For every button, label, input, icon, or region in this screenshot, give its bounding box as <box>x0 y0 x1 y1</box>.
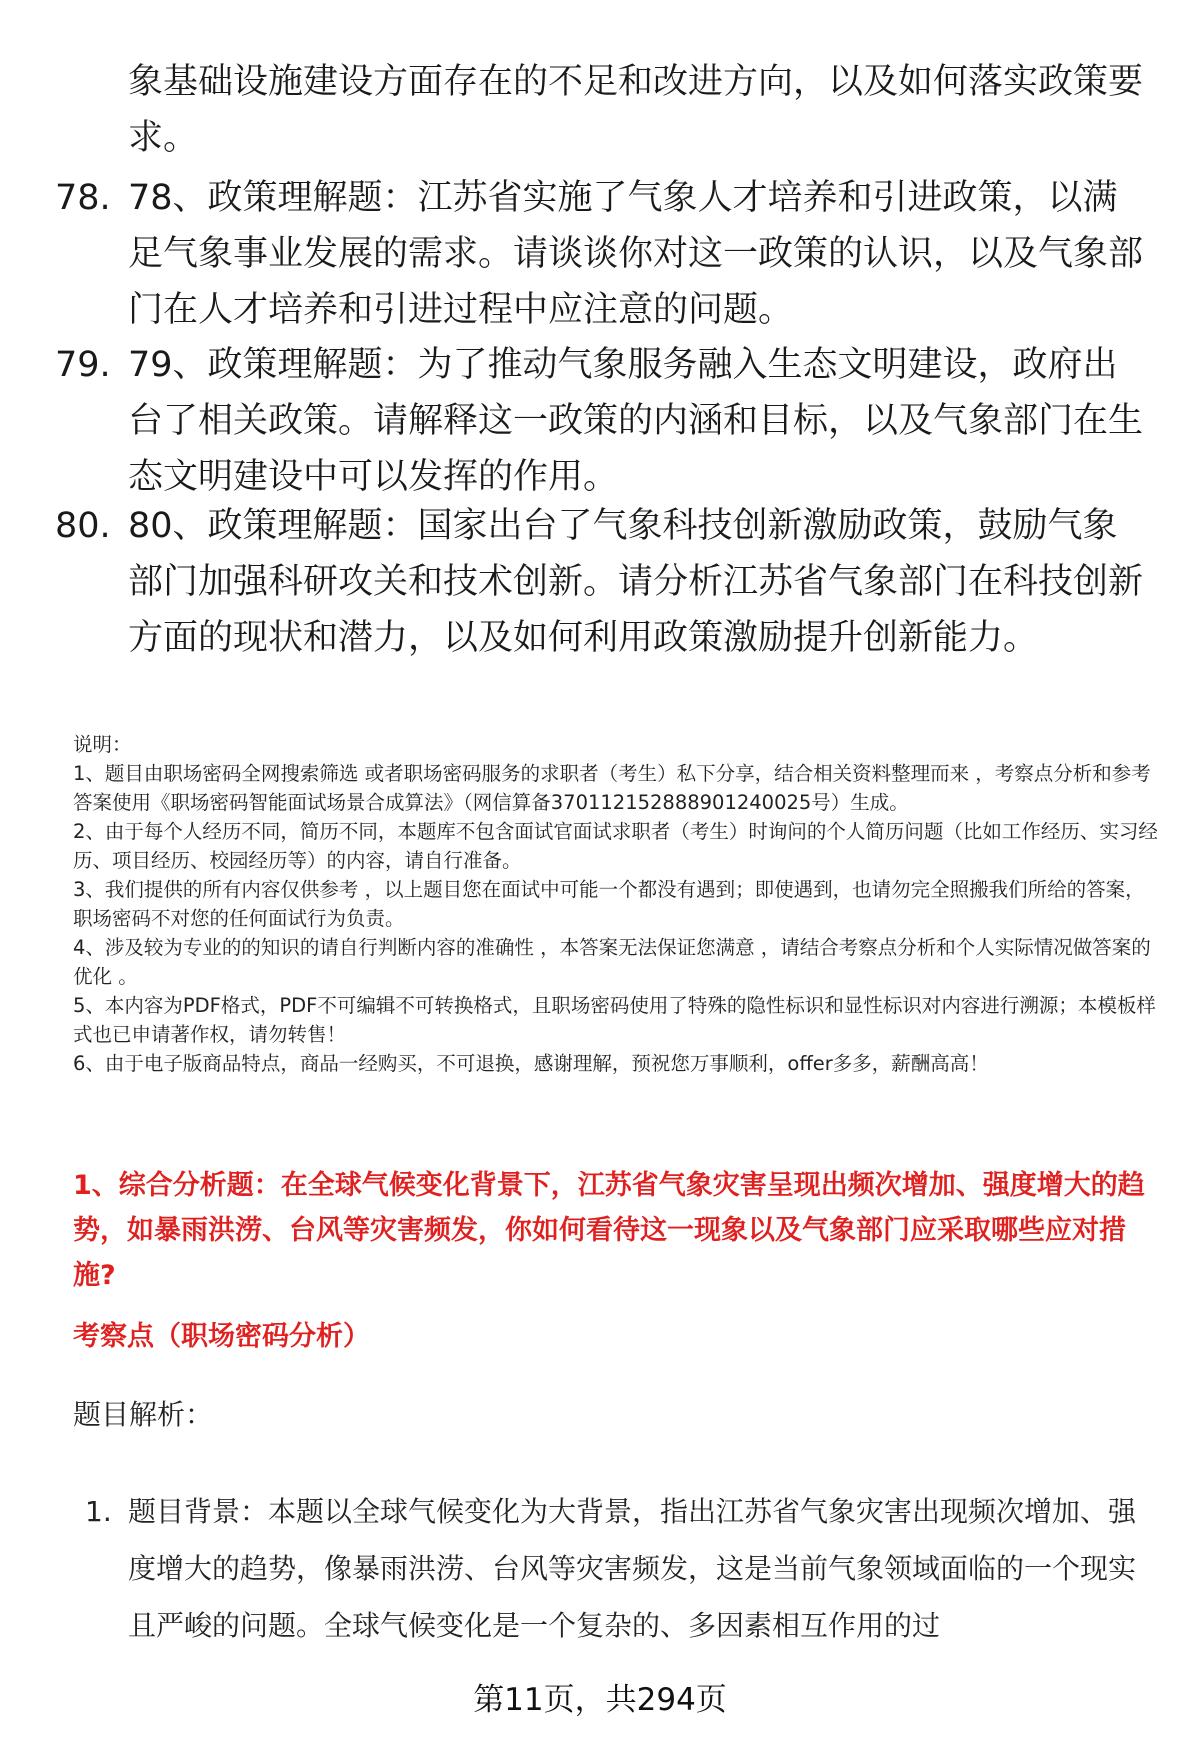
analysis-heading: 考察点（职场密码分析） <box>73 1321 370 1352</box>
note-item: 3、我们提供的所有内容仅供参考 ，以上题目您在面试中可能一个都没有遇到；即使遇到，也请勿完全照搬我们所给的答案，职场密码不对您的任何面试行为负责。 <box>73 878 1145 930</box>
notes-title: 说明： <box>73 733 132 756</box>
analysis-subheading: 题目解析： <box>73 1398 214 1431</box>
note-item: 5、本内容为PDF格式，PDF不可编辑不可转换格式，且职场密码使用了特殊的隐性标识和显性标识对内容进行溯源；本模板样式也已申请著作权，请勿转售！ <box>73 994 1156 1046</box>
question-number: 78. <box>55 178 111 218</box>
question-text: 78、政策理解题：江苏省实施了气象人才培养和引进政策，以满足气象事业发展的需求。请谈谈你对这一政策的认识，以及气象部门在人才培养和引进过程中应注意的问题。 <box>128 178 1144 330</box>
notes-section <box>73 730 1163 1078</box>
list-item-number: 1. <box>85 1495 112 1528</box>
note-item: 4、涉及较为专业的的知识的请自行判断内容的准确性 ，本答案无法保证您满意 ，请结合考察点分析和个人实际情况做答案的优化 。 <box>73 936 1151 988</box>
note-item: 2、由于每个人经历不同，简历不同，本题库不包含面试官面试求职者（考生）时询问的个人简历问题（比如工作经历、实习经历、项目经历、校园经历等）的内容，请自行准备。 <box>73 820 1158 872</box>
question-78 <box>55 170 1155 338</box>
question-80 <box>55 498 1155 666</box>
note-item: 6、由于电子版商品特点，商品一经购买，不可退换，感谢理解，预祝您万事顺利，offer多多，薪酬高高！ <box>73 1052 989 1075</box>
question-number: 79. <box>55 345 111 385</box>
list-item-text: 题目背景：本题以全球气候变化为大背景，指出江苏省气象灾害出现频次增加、强度增大的趋势，像暴雨洪涝、台风等灾害频发，这是当前气象领域面临的一个现实且严峻的问题。全球气候变化是一个复杂的、多因素相互作用的过 <box>128 1495 1137 1642</box>
list-item <box>85 1483 1165 1654</box>
continuation-text: 象基础设施建设方面存在的不足和改进方向，以及如何落实政策要求。 <box>128 62 1144 158</box>
question-number: 80. <box>55 506 111 546</box>
question-text: 79、政策理解题：为了推动气象服务融入生态文明建设，政府出台了相关政策。请解释这一政策的内涵和目标，以及气象部门在生态文明建设中可以发挥的作用。 <box>128 345 1144 497</box>
note-item: 1、题目由职场密码全网搜索筛选 或者职场密码服务的求职者（考生）私下分享，结合相关资料整理而来 ，考察点分析和参考答案使用《职场密码智能面试场景合成算法》（网信算备370112152888901240025号）生成。 <box>73 762 1151 814</box>
question-text: 80、政策理解题：国家出台了气象科技创新激励政策，鼓励气象部门加强科研攻关和技术创新。请分析江苏省气象部门在科技创新方面的现状和潜力，以及如何利用政策激励提升创新能力。 <box>128 506 1144 658</box>
question-79 <box>55 337 1155 505</box>
page-footer: 第11页，共294页 <box>473 1682 727 1718</box>
highlighted-question: 1、综合分析题：在全球气候变化背景下，江苏省气象灾害呈现出频次增加、强度增大的趋势，如暴雨洪涝、台风等灾害频发，你如何看待这一现象以及气象部门应采取哪些应对措施? <box>73 1170 1145 1291</box>
